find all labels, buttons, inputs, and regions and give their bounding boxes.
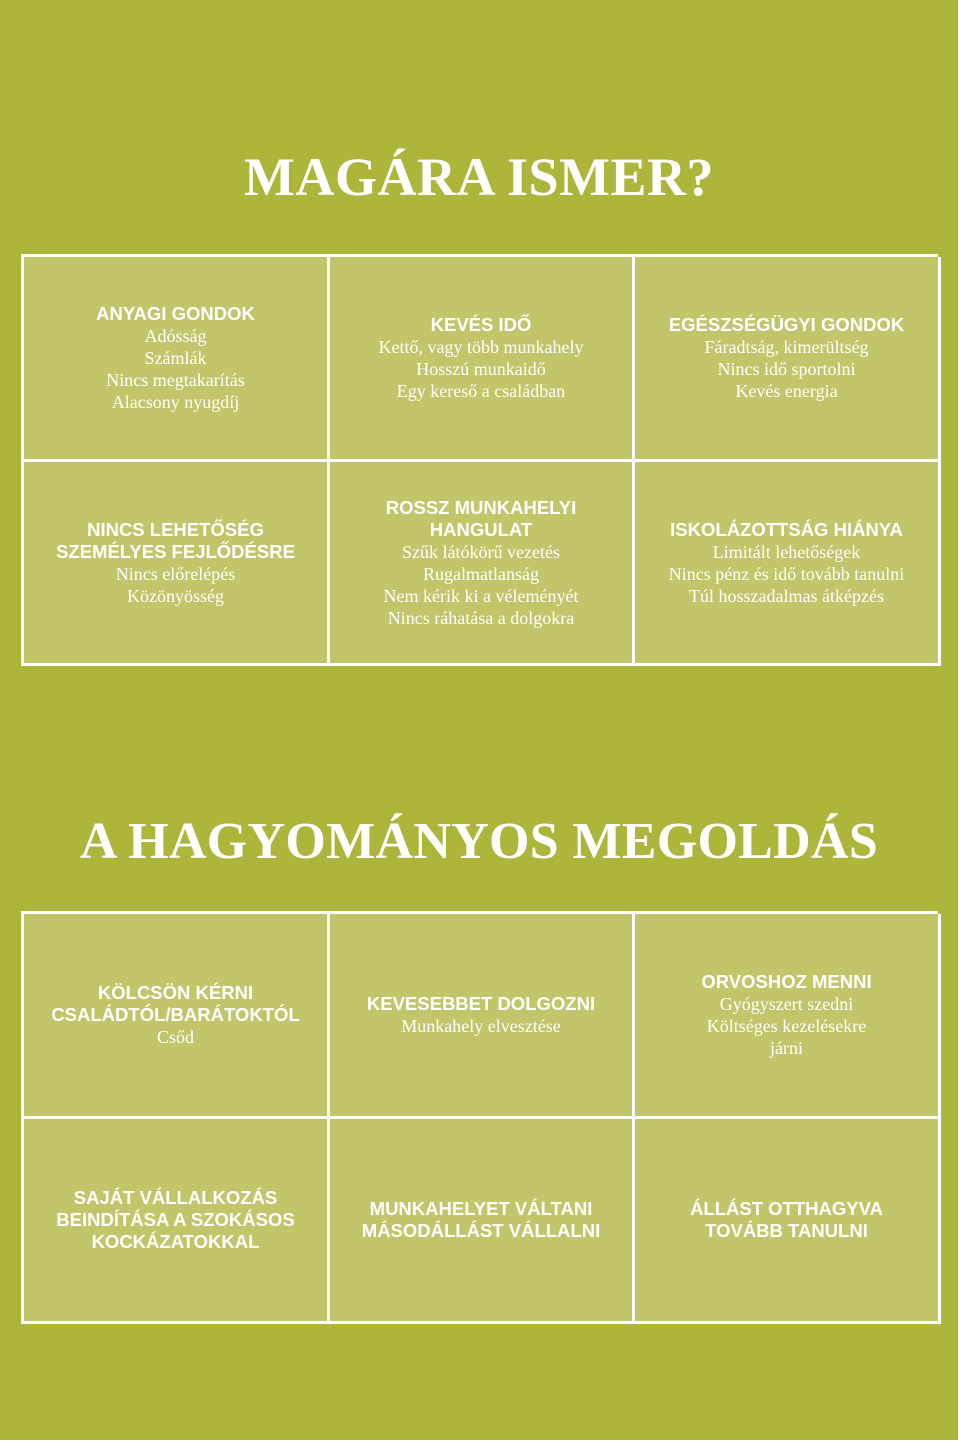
section-title: A HAGYOMÁNYOS MEGOLDÁS: [79, 813, 879, 870]
solutions-grid: [21, 911, 938, 1324]
problem-cell: [635, 257, 941, 462]
cell-line: Túl hosszadalmas átképzés: [689, 585, 884, 606]
cell-line: Nincs előrelépés: [115, 563, 236, 584]
cell-line: Alacsony nyugdíj: [111, 392, 240, 412]
cell-line: Számlák: [144, 348, 207, 368]
problem-cell: [330, 257, 635, 462]
cell-heading: ROSSZ MUNKAHELYI HANGULAT: [385, 496, 577, 540]
cell-line: Nem kérik ki a véleményét: [383, 585, 579, 606]
cell-line: Szűk látókörű vezetés: [402, 541, 560, 562]
cell-line: Kevés energia: [735, 381, 838, 401]
cell-line: Fáradtság, kimerültség: [704, 337, 869, 357]
cell-line: Nincs idő sportolni: [717, 359, 856, 379]
cell-heading: ORVOSHOZ MENNI: [701, 971, 872, 992]
cell-line: Rugalmatlanság: [423, 563, 539, 584]
problem-cell: [24, 257, 330, 462]
cell-heading: KEVESEBBET DOLGOZNI: [366, 993, 596, 1014]
problem-cell: [330, 462, 635, 666]
solution-cell: [24, 1119, 330, 1324]
cell-line: Nincs megtakarítás: [106, 370, 245, 390]
cell-line: járni: [770, 1038, 803, 1058]
cell-line: Kettő, vagy több munkahely: [378, 337, 584, 357]
cell-heading: ISKOLÁZOTTSÁG HIÁNYA: [670, 518, 903, 540]
solution-cell: [330, 1119, 635, 1324]
cell-line: Limitált lehetőségek: [712, 541, 861, 562]
cell-line: Munkahely elvesztése: [401, 1016, 561, 1036]
cell-line: Gyógyszert szedni: [719, 994, 854, 1014]
cell-heading: KEVÉS IDŐ: [430, 314, 532, 335]
cell-line: Adósság: [144, 326, 207, 346]
solution-cell: [635, 914, 941, 1119]
cell-heading: MUNKAHELYET VÁLTANI MÁSODÁLLÁST VÁLLALNI: [361, 1198, 601, 1241]
cell-heading: SAJÁT VÁLLALKOZÁS BEINDÍTÁSA A SZOKÁSOS KOCKÁZATOKKAL: [56, 1187, 295, 1252]
cell-line: Költséges kezelésekre: [706, 1016, 867, 1036]
problem-cell: [24, 462, 330, 666]
cell-line: Egy kereső a családban: [396, 381, 566, 401]
page-title: MAGÁRA ISMER?: [243, 147, 714, 207]
cell-heading: NINCS LEHETŐSÉG SZEMÉLYES FEJLŐDÉSRE: [56, 518, 295, 562]
cell-heading: EGÉSZSÉGÜGYI GONDOK: [668, 314, 905, 335]
solution-cell: [330, 914, 635, 1119]
cell-line: Nincs pénz és idő tovább tanulni: [668, 563, 905, 584]
cell-line: Hosszú munkaidő: [416, 359, 546, 379]
cell-line: Csőd: [156, 1027, 194, 1047]
cell-heading: ANYAGI GONDOK: [96, 303, 255, 324]
cell-line: Nincs ráhatása a dolgokra: [387, 607, 575, 628]
solution-cell: [635, 1119, 941, 1324]
problem-cell: [635, 462, 941, 666]
solution-cell: [24, 914, 330, 1119]
cell-heading: ÁLLÁST OTTHAGYVA TOVÁBB TANULNI: [690, 1198, 883, 1241]
problems-grid: [21, 254, 938, 666]
cell-heading: KÖLCSÖN KÉRNI CSALÁDTÓL/BARÁTOKTÓL: [51, 982, 300, 1025]
cell-line: Közönyösség: [127, 585, 224, 606]
